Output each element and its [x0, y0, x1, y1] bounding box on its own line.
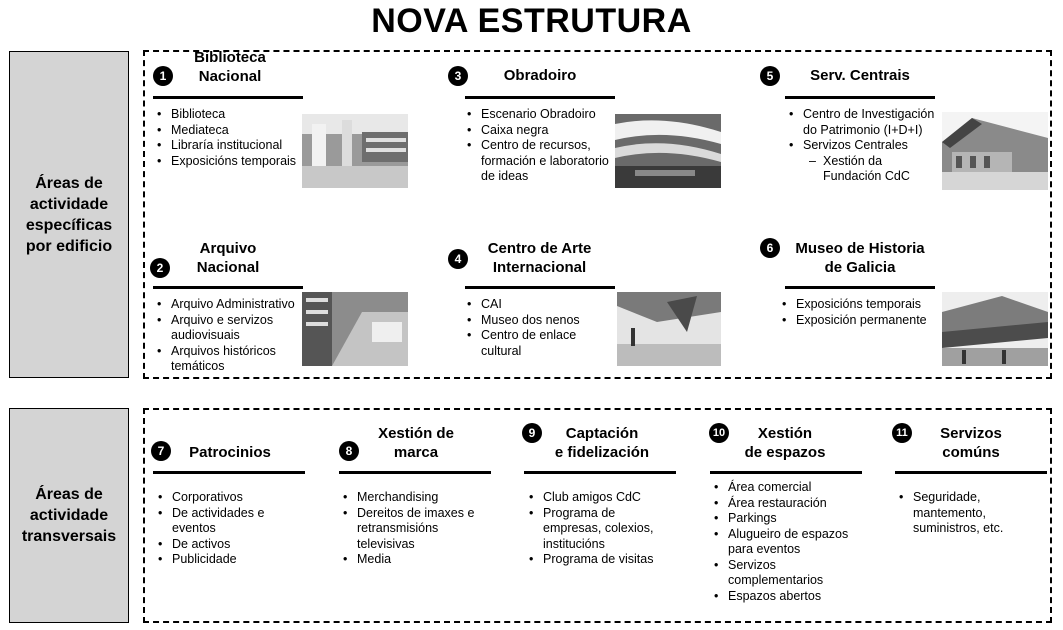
- page-title: NOVA ESTRUTURA: [371, 2, 692, 40]
- list-item: • Biblioteca: [155, 107, 305, 123]
- list-item: • Exposicións temporais: [155, 154, 305, 170]
- heading-rule-10: [710, 471, 862, 474]
- section-label-specific-text: Áreas de actividade específicas por edificio: [25, 174, 113, 255]
- heading-patrocinios: Patrocinios: [189, 444, 271, 461]
- badge-3: 3: [448, 66, 468, 86]
- heading-rule-9: [524, 471, 676, 474]
- badge-8: 8: [339, 441, 359, 461]
- heading-rule-1: [153, 96, 303, 99]
- list-xestion-espazos: [712, 480, 862, 604]
- list-item: • De activos: [156, 537, 306, 553]
- list-xestion-marca: [341, 490, 496, 568]
- heading-rule-3: [465, 96, 615, 99]
- list-item: • CAI: [465, 297, 615, 313]
- heading-rule-8: [339, 471, 491, 474]
- heading-serv-centrais: Serv. Centrais: [810, 67, 910, 84]
- list-item: • De actividades e eventos: [156, 506, 306, 537]
- badge-4: 4: [448, 249, 468, 269]
- photo-museo-historia: [942, 292, 1048, 366]
- list-item: • Exposicións temporais: [780, 297, 940, 313]
- list-biblioteca: [155, 107, 305, 169]
- list-item: • Escenario Obradoiro: [465, 107, 615, 123]
- photo-obradoiro: [615, 114, 721, 188]
- list-item: • Museo dos nenos: [465, 313, 615, 329]
- heading-xestion-marca: Xestión de marca: [378, 425, 454, 461]
- list-item: • Arquivo e servizos audiovisuais: [155, 313, 305, 344]
- heading-servizos-comuns: Servizos comúns: [940, 425, 1002, 461]
- list-item: • Espazos abertos: [712, 589, 862, 605]
- list-item: • Media: [341, 552, 496, 568]
- photo-arquivo: [302, 292, 408, 366]
- list-item: • Alugueiro de espazos para eventos: [712, 527, 862, 558]
- list-item: • Servizos complementarios: [712, 558, 862, 589]
- list-item: • Área restauración: [712, 496, 862, 512]
- heading-rule-7: [153, 471, 305, 474]
- list-item: • Seguridade, mantemento, suministros, etc.: [897, 490, 1027, 537]
- list-item: • Área comercial: [712, 480, 862, 496]
- heading-xestion-espazos: Xestión de espazos: [744, 425, 826, 461]
- heading-captacion: Captación e fidelización: [554, 425, 650, 461]
- list-centro-arte: [465, 297, 615, 359]
- list-item: • Arquivos históricos temáticos: [155, 344, 305, 375]
- list-item: • Libraría institucional: [155, 138, 305, 154]
- list-item: • Exposición permanente: [780, 313, 940, 329]
- heading-obradoiro: Obradoiro: [503, 67, 577, 84]
- list-item: • Parkings: [712, 511, 862, 527]
- section-label-transversal: [9, 408, 129, 623]
- list-patrocinios: [156, 490, 306, 568]
- list-captacion: [527, 490, 677, 568]
- badge-7: 7: [151, 441, 171, 461]
- list-item: • Dereitos de imaxes e retransmisións televisivas: [341, 506, 496, 553]
- heading-arquivo: Arquivo Nacional: [196, 240, 260, 276]
- badge-9: 9: [522, 423, 542, 443]
- list-item: • Mediateca: [155, 123, 305, 139]
- heading-rule-4: [465, 286, 615, 289]
- list-item: • Servizos Centrales: [787, 138, 942, 154]
- list-item: • Merchandising: [341, 490, 496, 506]
- badge-5: 5: [760, 66, 780, 86]
- list-item: • Programa de visitas: [527, 552, 677, 568]
- section-label-transversal-text: Áreas de actividade transversais: [21, 486, 117, 545]
- badge-10: 10: [709, 423, 729, 443]
- heading-centro-arte: Centro de Arte Internacional: [487, 240, 592, 276]
- list-servizos-comuns: [897, 490, 1027, 537]
- heading-rule-2: [153, 286, 303, 289]
- list-item: • Programa de empresas, colexios, institucións: [527, 506, 677, 553]
- list-item: • Centro de enlace cultural: [465, 328, 615, 359]
- list-item: • Publicidade: [156, 552, 306, 568]
- section-label-specific: [9, 51, 129, 378]
- heading-rule-6: [785, 286, 935, 289]
- badge-1: 1: [153, 66, 173, 86]
- heading-rule-5: [785, 96, 935, 99]
- list-subitem: – Xestión da Fundación CdC: [787, 154, 942, 185]
- badge-6: 6: [760, 238, 780, 258]
- list-arquivo: [155, 297, 305, 375]
- badge-2: 2: [150, 258, 170, 278]
- heading-biblioteca: Biblioteca Nacional: [194, 49, 266, 85]
- badge-11: 11: [892, 423, 912, 443]
- list-item: • Club amigos CdC: [527, 490, 677, 506]
- list-serv-centrais: [787, 107, 942, 185]
- photo-centro-arte: [617, 292, 721, 366]
- list-item: • Arquivo Administrativo: [155, 297, 305, 313]
- list-item: • Corporativos: [156, 490, 306, 506]
- list-obradoiro: [465, 107, 615, 185]
- photo-biblioteca: [302, 114, 408, 188]
- list-item: • Centro de Investigación do Patrimonio (I+D+I): [787, 107, 942, 138]
- list-museo-historia: [780, 297, 940, 328]
- list-item: • Caixa negra: [465, 123, 615, 139]
- heading-rule-11: [895, 471, 1047, 474]
- heading-museo-historia: Museo de Historia de Galicia: [795, 240, 925, 276]
- photo-serv-centrais: [942, 112, 1048, 190]
- list-item: • Centro de recursos, formación e laboratorio de ideas: [465, 138, 615, 185]
